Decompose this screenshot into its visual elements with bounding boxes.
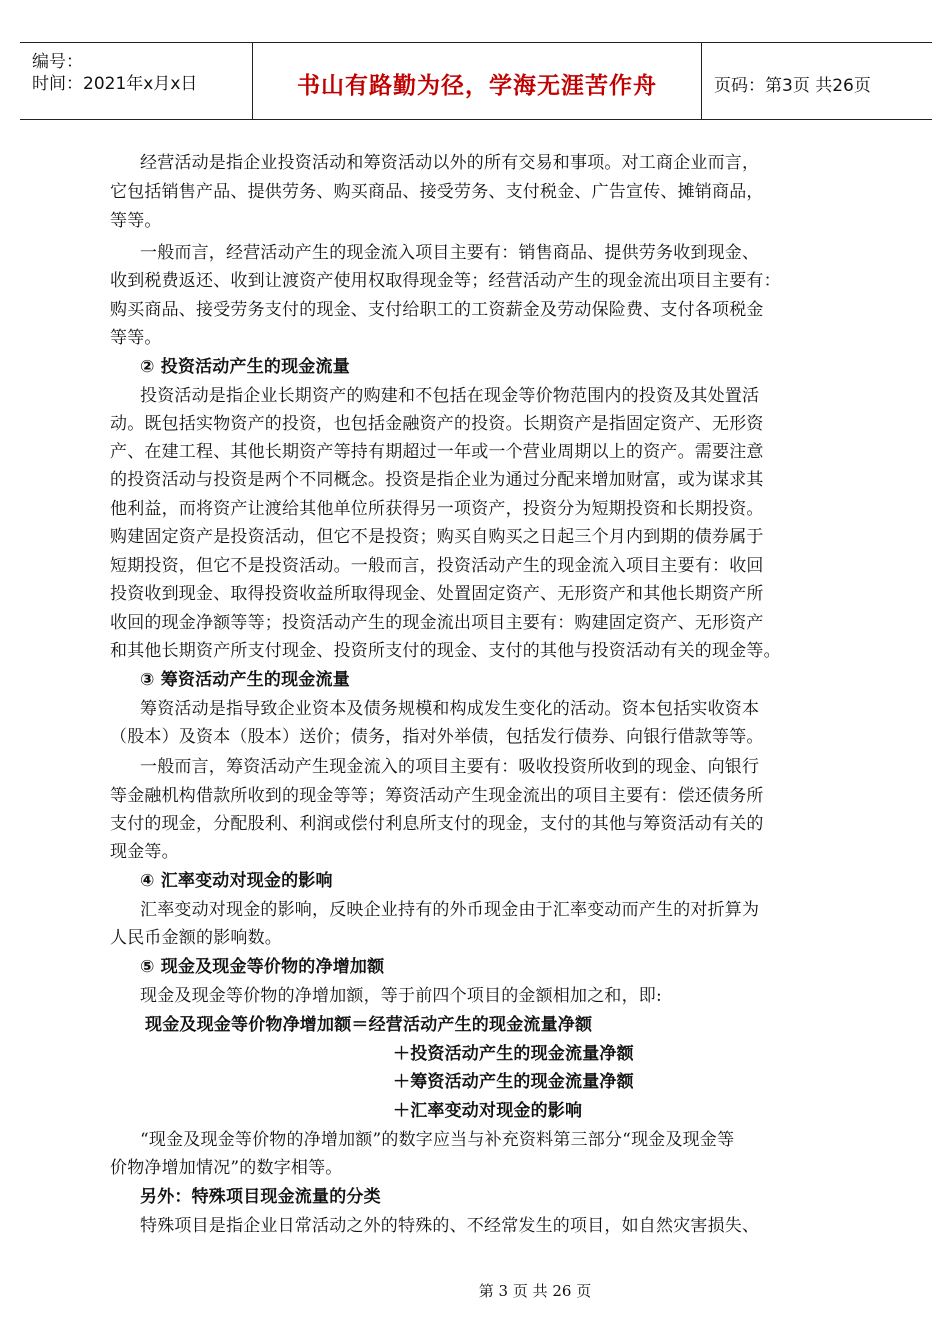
header-page-cell	[702, 43, 932, 119]
paragraph-line: 一般而言，筹资活动产生现金流入的项目主要有：吸收投资所收到的现金、向银行	[140, 757, 760, 777]
paragraph-line: 现金及现金等价物的净增加额，等于前四个项目的金额相加之和，即:	[140, 986, 662, 1006]
paragraph-line: 的投资活动与投资是两个不同概念。投资是指企业为通过分配来增加财富，或为谋求其	[110, 470, 764, 490]
time-label: 时间：2021年x月x日	[32, 74, 198, 94]
paragraph-line: 等等。	[110, 328, 162, 348]
paragraph-line: 支付的现金，分配股利、利润或偿付利息所支付的现金，支付的其他与筹资活动有关的	[110, 814, 764, 834]
paragraph-line: 它包括销售产品、提供劳务、购买商品、接受劳务、支付税金、广告宣传、摊销商品，	[110, 182, 764, 202]
paragraph-line: 收回的现金净额等等；投资活动产生的现金流出项目主要有：购建固定资产、无形资产	[110, 613, 764, 633]
formula-line: ＋筹资活动产生的现金流量净额	[393, 1072, 634, 1092]
paragraph-line: 投资活动是指企业长期资产的购建和不包括在现金等价物范围内的投资及其处置活	[140, 386, 760, 406]
paragraph-line: 等等。	[110, 211, 162, 231]
paragraph-line: 人民币金额的影响数。	[110, 928, 282, 948]
paragraph-line: 汇率变动对现金的影响，反映企业持有的外币现金由于汇率变动而产生的对折算为	[140, 900, 760, 920]
paragraph-line: 价物净增加情况”的数字相等。	[110, 1158, 343, 1178]
paragraph-line: 特殊项目是指企业日常活动之外的特殊的、不经常发生的项目，如自然灾害损失、	[140, 1216, 760, 1236]
paragraph-line: “现金及现金等价物的净增加额”的数字应当与补充资料第三部分“现金及现金等	[140, 1130, 735, 1150]
paragraph-line: 短期投资，但它不是投资活动。一般而言，投资活动产生的现金流入项目主要有：收回	[110, 556, 764, 576]
footer-page-number: 第 3 页 共 26 页	[478, 1282, 592, 1300]
paragraph-line: （股本）及资本（股本）送价；债务，指对外举债，包括发行债券、向银行借款等等。	[110, 727, 764, 747]
page-header	[20, 42, 932, 120]
formula-line: ＋投资活动产生的现金流量净额	[393, 1044, 634, 1064]
section-heading: ④ 汇率变动对现金的影响	[140, 871, 333, 891]
page-info: 页码：第3页 共26页	[714, 76, 871, 96]
section-heading: ③ 筹资活动产生的现金流量	[140, 670, 350, 690]
paragraph-line: 等金融机构借款所收到的现金等等；筹资活动产生现金流出的项目主要有：偿还债务所	[110, 786, 764, 806]
formula-line: 现金及现金等价物净增加额＝经营活动产生的现金流量净额	[145, 1015, 593, 1035]
paragraph-line: 产、在建工程、其他长期资产等持有期超过一年或一个营业周期以上的资产。需要注意	[110, 442, 764, 462]
header-motto-cell	[253, 43, 702, 119]
paragraph-line: 购建固定资产是投资活动，但它不是投资；购买自购买之日起三个月内到期的债券属于	[110, 527, 764, 547]
paragraph-line: 筹资活动是指导致企业资本及债务规模和构成发生变化的活动。资本包括实收资本	[140, 699, 760, 719]
paragraph-line: 购买商品、接受劳务支付的现金、支付给职工的工资薪金及劳动保险费、支付各项税金	[110, 300, 764, 320]
paragraph-line: 和其他长期资产所支付现金、投资所支付的现金、支付的其他与投资活动有关的现金等。	[110, 641, 781, 661]
formula-line: ＋汇率变动对现金的影响	[393, 1101, 583, 1121]
header-meta-cell	[20, 43, 253, 119]
paragraph-line: 投资收到现金、取得投资收益所取得现金、处置固定资产、无形资产和其他长期资产所	[110, 584, 764, 604]
paragraph-line: 他利益，而将资产让渡给其他单位所获得另一项资产，投资分为短期投资和长期投资。	[110, 499, 764, 519]
section-heading: ⑤ 现金及现金等价物的净增加额	[140, 957, 385, 977]
section-heading: ② 投资活动产生的现金流量	[140, 357, 350, 377]
paragraph-line: 收到税费返还、收到让渡资产使用权取得现金等；经营活动产生的现金流出项目主要有：	[110, 271, 781, 291]
paragraph-line: 现金等。	[110, 842, 179, 862]
number-label: 编号：	[32, 52, 83, 72]
paragraph-line: 一般而言，经营活动产生的现金流入项目主要有：销售商品、提供劳务收到现金、	[140, 243, 760, 263]
motto-text: 书山有路勤为径，学海无涯苦作舟	[297, 73, 657, 99]
paragraph-line: 动。既包括实物资产的投资，也包括金融资产的投资。长期资产是指固定资产、无形资	[110, 414, 764, 434]
page-footer	[0, 1280, 950, 1301]
section-heading: 另外：特殊项目现金流量的分类	[140, 1187, 381, 1207]
paragraph-line: 经营活动是指企业投资活动和筹资活动以外的所有交易和事项。对工商企业而言，	[140, 153, 760, 173]
